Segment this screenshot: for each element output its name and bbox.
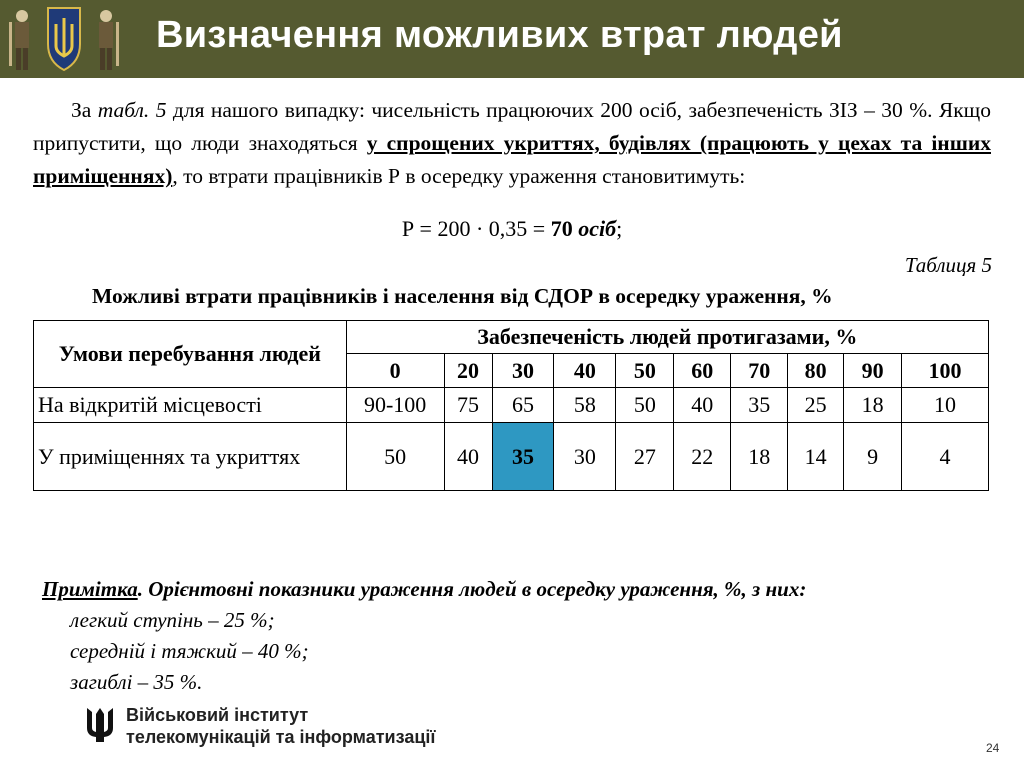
institute-line-2: телекомунікацій та інформатизації	[126, 727, 436, 747]
column-header: 100	[902, 354, 989, 388]
note-heading-text: . Орієнтовні показники ураження людей в осередку ураження, %, з них:	[137, 577, 807, 601]
para-text-1: для нашого випадку: чисельність працюючих 200 осіб, забезпеченість ЗІЗ – 30 %. Якщо припустити, що люди знаходяться	[33, 98, 991, 155]
note-line: загиблі – 35 %.	[70, 670, 203, 694]
column-header: 0	[346, 354, 444, 388]
para-underlined: у спрощених укриттях, будівлях (працюють у цехах та інших приміщеннях)	[33, 131, 991, 188]
table-cell: 18	[731, 423, 788, 491]
table-cell: 50	[346, 423, 444, 491]
column-header: 20	[444, 354, 492, 388]
table-row	[34, 423, 989, 491]
group-header-cell: Забезпеченість людей протигазами, %	[346, 321, 988, 354]
formula-expression: Р = 200 · 0,35 =	[401, 216, 551, 241]
table-cell: 4	[902, 423, 989, 491]
highlighted-cell: 35	[492, 423, 554, 491]
table-cell: 25	[788, 388, 844, 423]
note-line: легкий ступінь – 25 %;	[70, 608, 275, 632]
intro-paragraph	[33, 94, 991, 193]
table-caption: Можливі втрати працівників і населення від СДОР в осередку ураження, %	[92, 284, 833, 308]
column-header: 30	[492, 354, 554, 388]
table-cell: 40	[674, 388, 731, 423]
table-number: Таблиця 5	[904, 253, 992, 277]
column-header: 40	[554, 354, 616, 388]
table-cell: 22	[674, 423, 731, 491]
table-cell: 40	[444, 423, 492, 491]
table-cell: 27	[616, 423, 674, 491]
table-cell: 10	[902, 388, 989, 423]
column-header: 80	[788, 354, 844, 388]
institute-line-1: Військовий інститут	[126, 705, 309, 725]
formula-end: ;	[616, 216, 623, 241]
column-header: 70	[731, 354, 788, 388]
table-cell: 50	[616, 388, 674, 423]
loss-formula	[0, 216, 1024, 242]
table-reference: табл. 5	[97, 98, 167, 122]
para-lead: За	[71, 98, 98, 122]
table-cell: 18	[844, 388, 902, 423]
column-header: 60	[674, 354, 731, 388]
page-title: Визначення можливих втрат людей	[156, 14, 843, 56]
header-bar	[0, 0, 1024, 78]
military-emblem-icon	[4, 2, 124, 74]
row-label: У приміщеннях та укриттях	[34, 423, 347, 491]
table-cell: 75	[444, 388, 492, 423]
table-cell: 9	[844, 423, 902, 491]
column-header: 50	[616, 354, 674, 388]
table-cell: 35	[731, 388, 788, 423]
formula-result: 70	[550, 216, 573, 241]
trident-logo-icon	[84, 706, 116, 744]
table-cell: 30	[554, 423, 616, 491]
note-block	[42, 574, 806, 698]
table-row	[34, 388, 989, 423]
note-line: середній і тяжкий – 40 %;	[70, 639, 309, 663]
page-number: 24	[986, 741, 1000, 755]
loss-table	[33, 320, 989, 491]
column-header: 90	[844, 354, 902, 388]
table-cell: 65	[492, 388, 554, 423]
table-cell: 90-100	[346, 388, 444, 423]
institute-name	[126, 704, 435, 748]
para-text-2: , то втрати працівників Р в осередку ураження становитимуть:	[172, 164, 746, 188]
note-label: Примітка	[42, 577, 138, 601]
row-label: На відкритій місцевості	[34, 388, 347, 423]
table-cell: 14	[788, 423, 844, 491]
formula-unit: осіб	[578, 216, 617, 241]
table-cell: 58	[554, 388, 616, 423]
note-heading	[42, 574, 806, 605]
row-header-cell: Умови перебування людей	[34, 321, 347, 388]
